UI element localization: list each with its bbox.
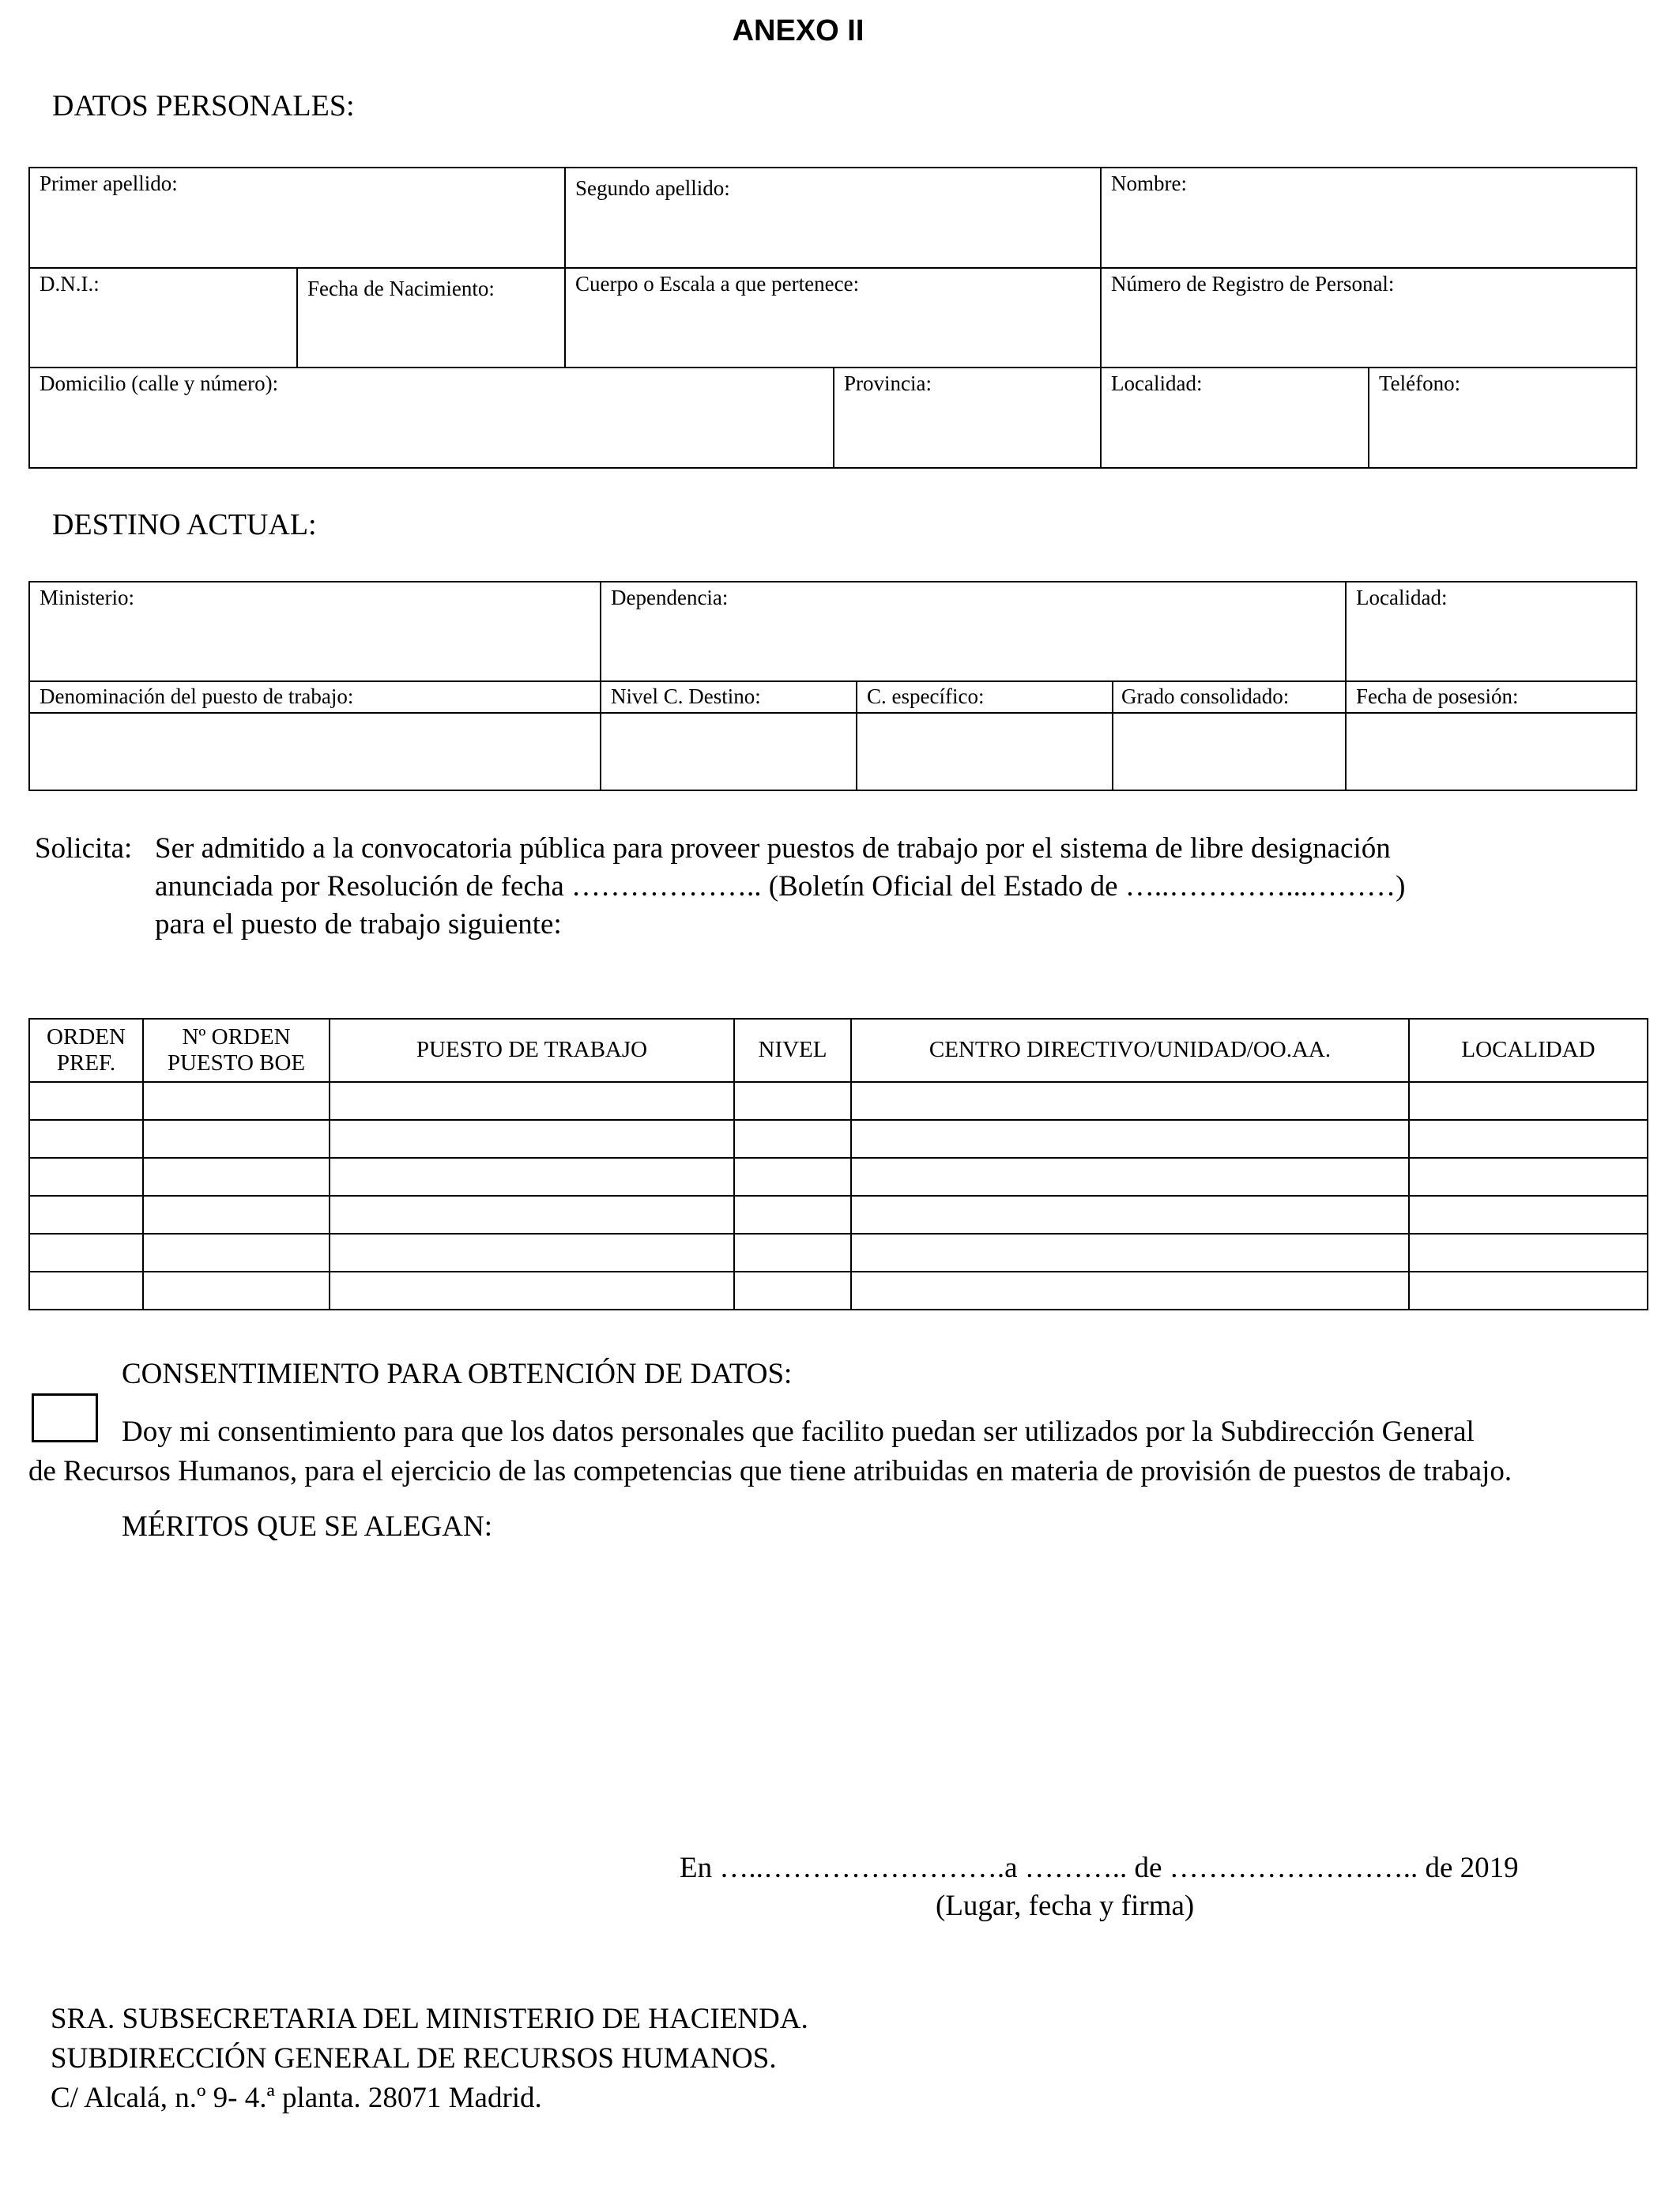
provincia-field[interactable]: [834, 368, 1101, 468]
primer-apellido-label: Primer apellido:: [40, 172, 178, 195]
grado-consolidado-label: Grado consolidado:: [1113, 681, 1346, 713]
table-row: [29, 1196, 1648, 1234]
table-cell[interactable]: [734, 1272, 851, 1310]
nombre-label: Nombre:: [1111, 172, 1187, 195]
table-cell[interactable]: [851, 1120, 1409, 1158]
table-cell[interactable]: [734, 1158, 851, 1196]
table-cell[interactable]: [734, 1082, 851, 1120]
table-cell[interactable]: [851, 1272, 1409, 1310]
table-cell[interactable]: [330, 1082, 734, 1120]
table-cell[interactable]: [29, 1082, 143, 1120]
table-cell[interactable]: [29, 1234, 143, 1272]
telefono-label: Teléfono:: [1379, 371, 1461, 395]
denominacion-label: Denominación del puesto de trabajo:: [29, 681, 601, 713]
column-header: CENTRO DIRECTIVO/UNIDAD/OO.AA.: [851, 1019, 1409, 1082]
solicita-line-3: para el puesto de trabajo siguiente:: [155, 908, 562, 941]
table-cell[interactable]: [330, 1120, 734, 1158]
solicita-line-2: anunciada por Resolución de fecha ……………….. (Boletín Oficial del Estado de …..…………...………): [155, 870, 1406, 903]
table-cell[interactable]: [851, 1158, 1409, 1196]
destino-localidad-field[interactable]: [1346, 582, 1637, 681]
dni-field[interactable]: [29, 268, 297, 368]
complemento-especifico-field[interactable]: [857, 713, 1113, 790]
denominacion-field[interactable]: [29, 713, 601, 790]
destino-heading: DESTINO ACTUAL:: [52, 508, 317, 541]
column-header: Nº ORDEN PUESTO BOE: [143, 1019, 330, 1082]
table-cell[interactable]: [1409, 1196, 1648, 1234]
puestos-table: [28, 1018, 1648, 1310]
table-row: [29, 1120, 1648, 1158]
table-cell[interactable]: [143, 1196, 330, 1234]
dependencia-field[interactable]: [601, 582, 1346, 681]
cuerpo-escala-field[interactable]: [565, 268, 1101, 368]
table-row: [29, 1082, 1648, 1120]
addressee-line-2: SUBDIRECCIÓN GENERAL DE RECURSOS HUMANOS.: [51, 2042, 777, 2075]
addressee-line-1: SRA. SUBSECRETARIA DEL MINISTERIO DE HACIENDA.: [51, 2003, 808, 2035]
personal-data-table: [28, 167, 1637, 469]
table-cell[interactable]: [851, 1196, 1409, 1234]
grado-consolidado-field[interactable]: [1113, 713, 1346, 790]
table-cell[interactable]: [734, 1234, 851, 1272]
primer-apellido-field[interactable]: [29, 168, 565, 268]
table-cell[interactable]: [330, 1234, 734, 1272]
table-cell[interactable]: [734, 1120, 851, 1158]
signature-date-line: En …..…………………….a ……….. de …………………….. de 2019: [680, 1852, 1519, 1884]
destino-localidad-label: Localidad:: [1356, 586, 1448, 609]
addressee-line-3: C/ Alcalá, n.º 9- 4.ª planta. 28071 Madrid.: [51, 2082, 542, 2114]
fecha-posesion-field[interactable]: [1346, 713, 1637, 790]
table-cell[interactable]: [143, 1082, 330, 1120]
consent-heading: CONSENTIMIENTO PARA OBTENCIÓN DE DATOS:: [122, 1358, 793, 1390]
provincia-label: Provincia:: [844, 371, 932, 395]
table-cell[interactable]: [1409, 1158, 1648, 1196]
domicilio-label: Domicilio (calle y número):: [40, 371, 279, 395]
meritos-heading: MÉRITOS QUE SE ALEGAN:: [122, 1510, 493, 1543]
consent-checkbox[interactable]: [32, 1393, 98, 1442]
destino-table: [28, 581, 1637, 791]
table-row: [29, 1158, 1648, 1196]
column-header: NIVEL: [734, 1019, 851, 1082]
fecha-nacimiento-field[interactable]: [297, 268, 565, 368]
table-cell[interactable]: [330, 1158, 734, 1196]
localidad-field[interactable]: [1101, 368, 1369, 468]
nivel-destino-label: Nivel C. Destino:: [601, 681, 857, 713]
table-cell[interactable]: [143, 1120, 330, 1158]
meritos-area[interactable]: [28, 1557, 1647, 1834]
signature-caption: (Lugar, fecha y firma): [936, 1890, 1195, 1922]
dependencia-label: Dependencia:: [611, 586, 729, 609]
segundo-apellido-label: Segundo apellido:: [575, 176, 730, 200]
column-header: LOCALIDAD: [1409, 1019, 1648, 1082]
domicilio-field[interactable]: [29, 368, 834, 468]
page-title: ANEXO II: [732, 14, 864, 47]
table-cell[interactable]: [29, 1272, 143, 1310]
puestos-table-body: [29, 1082, 1648, 1310]
segundo-apellido-field[interactable]: [565, 168, 1101, 268]
table-cell[interactable]: [1409, 1082, 1648, 1120]
telefono-field[interactable]: [1369, 368, 1637, 468]
table-cell[interactable]: [330, 1272, 734, 1310]
cuerpo-escala-label: Cuerpo o Escala a que pertenece:: [575, 272, 860, 296]
fecha-nacimiento-label: Fecha de Nacimiento:: [307, 277, 495, 300]
consent-line-1: Doy mi consentimiento para que los datos personales que facilito puedan ser utilizados por la Subdirección General: [122, 1416, 1475, 1448]
table-row: [29, 1272, 1648, 1310]
nrp-label: Número de Registro de Personal:: [1111, 272, 1395, 296]
table-cell[interactable]: [1409, 1272, 1648, 1310]
solicita-label: Solicita:: [35, 832, 133, 865]
table-cell[interactable]: [143, 1272, 330, 1310]
nrp-field[interactable]: [1101, 268, 1637, 368]
consent-line-2: de Recursos Humanos, para el ejercicio de las competencias que tiene atribuidas en materia de provisión de puestos de trabajo.: [28, 1455, 1512, 1487]
table-cell[interactable]: [29, 1120, 143, 1158]
complemento-especifico-label: C. específico:: [857, 681, 1113, 713]
table-cell[interactable]: [29, 1196, 143, 1234]
table-cell[interactable]: [734, 1196, 851, 1234]
localidad-label: Localidad:: [1111, 371, 1203, 395]
fecha-posesion-label: Fecha de posesión:: [1346, 681, 1637, 713]
table-row: [29, 1234, 1648, 1272]
column-header: PUESTO DE TRABAJO: [330, 1019, 734, 1082]
table-cell[interactable]: [330, 1196, 734, 1234]
table-cell[interactable]: [143, 1234, 330, 1272]
table-cell[interactable]: [1409, 1120, 1648, 1158]
column-header: ORDEN PREF.: [29, 1019, 143, 1082]
nombre-field[interactable]: [1101, 168, 1637, 268]
table-cell[interactable]: [851, 1082, 1409, 1120]
table-cell[interactable]: [851, 1234, 1409, 1272]
nivel-destino-field[interactable]: [601, 713, 857, 790]
table-cell[interactable]: [29, 1158, 143, 1196]
personal-data-heading: DATOS PERSONALES:: [52, 89, 355, 123]
table-cell[interactable]: [1409, 1234, 1648, 1272]
solicita-line-1: Ser admitido a la convocatoria pública para proveer puestos de trabajo por el sistema de libre designación: [155, 832, 1391, 865]
ministerio-label: Ministerio:: [40, 586, 134, 609]
dni-label: D.N.I.:: [40, 272, 100, 296]
table-cell[interactable]: [143, 1158, 330, 1196]
ministerio-field[interactable]: [29, 582, 601, 681]
